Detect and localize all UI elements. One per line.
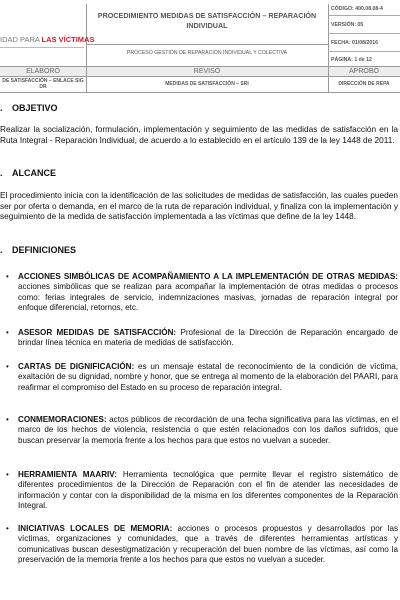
definition-text: INICIATIVAS LOCALES DE MEMORIA: acciones o procesos propuestos y desarrollados por las víctimas, organizaciones y comunidades, que a través de diferentes herramientas artísticas y comunicativas buscan desestigmatización y recuperación del buen nombre de las víctimas, así como la preservación de la memoria frente a los hechos para que estos no vuelvan a suceder. bbox=[18, 524, 398, 564]
bullet-icon: • bbox=[6, 272, 9, 281]
bullet-icon: • bbox=[6, 524, 9, 533]
meta-divider bbox=[328, 15, 400, 16]
meta-divider bbox=[328, 51, 400, 52]
title-cell bbox=[86, 4, 329, 45]
role-reviso: REVISÓ bbox=[193, 68, 221, 75]
definition-text: ACCIONES SIMBÓLICAS DE ACOMPAÑAMIENTO A LA IMPLEMENTACIÓN DE OTRAS MEDIDAS: acciones simbólicas que se realizan para acompañar la implementación de otras medidas o procesos como: ferias integrales de servicio, indemnizaciones masivas, jornadas de reparación integral por enfoque diferencial, retornos, etc. bbox=[18, 272, 398, 312]
signer-elaboro: DE SATISFACCIÓN – ENLACE SIG DR bbox=[2, 78, 84, 90]
bullet-icon: • bbox=[6, 470, 9, 479]
logo: IDAD PARA LAS VÍCTIMAS bbox=[0, 35, 95, 44]
definition-text: ASESOR MEDIDAS DE SATISFACCIÓN: Profesional de la Dirección de Reparación encargado de brindar línea técnica en materia de medidas de satisfacción. bbox=[18, 328, 398, 348]
signers-row bbox=[0, 76, 400, 93]
document-header bbox=[0, 0, 400, 97]
signer-reviso: MEDIDAS DE SATISFACCIÓN – SRI bbox=[165, 81, 249, 87]
role-aprobo: APROBÓ bbox=[349, 68, 379, 75]
code-field: CÓDIGO: 400.08.08-4 bbox=[331, 6, 383, 12]
logo-divider bbox=[0, 47, 84, 48]
date-field: FECHA: 01/08/2016 bbox=[331, 40, 378, 46]
definition-text: HERRAMIENTA MAARIV: Herramienta tecnológica que permite llevar el registro sistemático de diferentes procedimientos de la Dirección de Reparación con el fin de atender las necesidades de información y contar con la disponibilidad de la misma en los diferentes componentes de la Reparación Integral. bbox=[18, 470, 398, 510]
logo-cell bbox=[0, 4, 95, 66]
section-heading-objetivo: . OBJETIVO bbox=[0, 103, 58, 113]
meta-divider bbox=[328, 33, 400, 34]
definition-text: CARTAS DE DIGNIFICACIÓN: es un mensaje estatal de reconocimiento de la condición de víctima, exaltación de su dignidad, nombre y honor, que se entrega al momento de la elaboración del PAARI, para reafirmar el compromiso del Estado en su proceso de reparación integral. bbox=[18, 362, 398, 392]
objetivo-text: Realizar la socialización, formulación, implementación y seguimiento de las medidas de satisfacción en la Ruta Integral - Reparación Individual, de acuerdo a lo establecido en el artículo 139 de la ley 1448 de 2011. bbox=[0, 124, 398, 145]
role-elaboro: ELABORÓ bbox=[26, 68, 60, 75]
bullet-icon: • bbox=[6, 362, 9, 371]
table-divider bbox=[86, 66, 87, 92]
signer-aprobo: DIRECCIÓN DE REPA bbox=[338, 81, 390, 87]
bullet-icon: • bbox=[6, 328, 9, 337]
section-heading-definiciones: . DEFINICIONES bbox=[0, 245, 77, 255]
alcance-text: El procedimiento inicia con la identificación de las solicitudes de medidas de satisfacción, las cuales pueden ser por oferta o demanda, en el marco de la ruta de reparación individual, y finaliza con la implementación y seguimiento de la medida de satisfacción implementada a las víctimas que define de la ley 1448. bbox=[0, 190, 398, 221]
process-name: PROCESO GESTIÓN DE REPARACIÓN INDIVIDUAL Y COLECTIVA bbox=[126, 50, 288, 56]
bullet-icon: • bbox=[6, 415, 9, 424]
table-divider bbox=[328, 66, 329, 92]
document-title: PROCEDIMIENTO MEDIDAS DE SATISFACCIÓN – REPARACIÓN INDIVIDUAL bbox=[97, 11, 317, 30]
section-heading-alcance: . ALCANCE bbox=[0, 168, 56, 178]
version-field: VERSIÓN: 05 bbox=[331, 22, 364, 28]
definition-text: CONMEMORACIONES: actos públicos de recordación de una fecha significativa para las víctimas, en el marco de los hechos de violencia, resistencia o que estén relacionados con los daños sufridos, que buscan preservar la memoria frente a los hechos para que estos no vuelvan a suceder. bbox=[18, 415, 398, 445]
page-field: PÁGINA: 1 de 12 bbox=[331, 57, 372, 63]
process-cell bbox=[86, 44, 329, 66]
